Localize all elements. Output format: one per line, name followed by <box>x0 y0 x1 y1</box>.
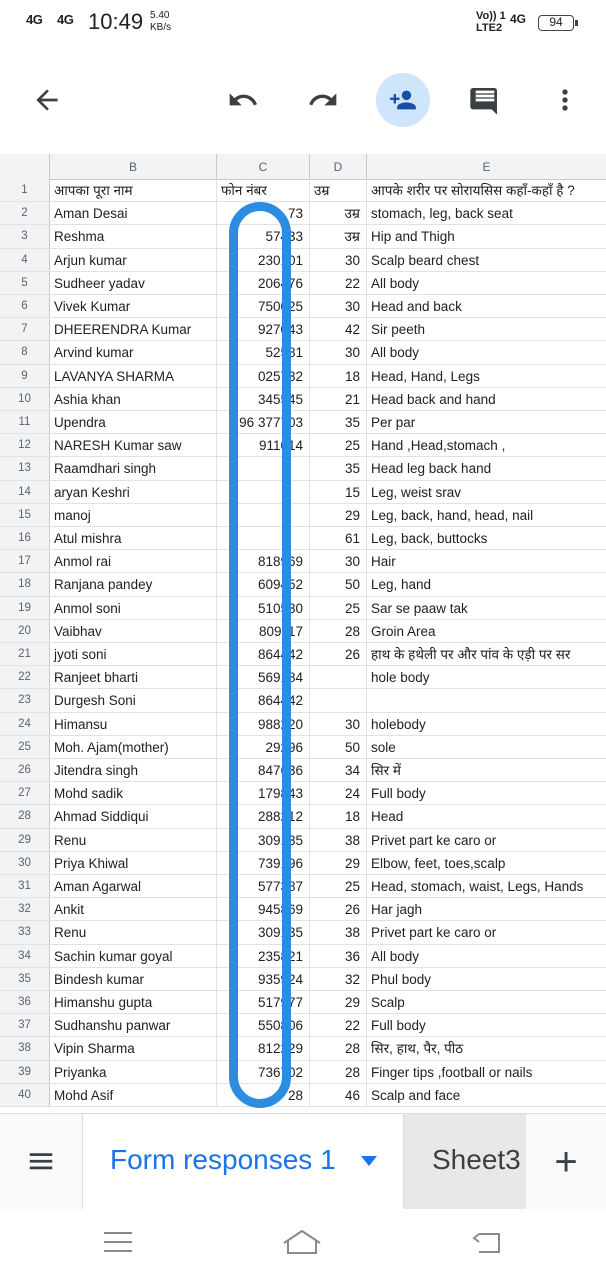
cell-age[interactable]: उम्र <box>310 202 367 224</box>
cell-name[interactable]: Mohd sadik <box>50 782 217 804</box>
table-row <box>0 1084 606 1107</box>
comments-button[interactable] <box>458 73 512 127</box>
row-number[interactable]: 15 <box>0 504 50 526</box>
cell-age[interactable]: 38 <box>310 921 367 943</box>
cell-phone[interactable]: 52581 <box>217 341 310 363</box>
row-number[interactable]: 5 <box>0 272 50 294</box>
cell-affected-area[interactable]: Sar se paaw tak <box>371 600 468 616</box>
cell-affected-area[interactable]: hole body <box>371 670 430 686</box>
undo-icon <box>227 84 259 116</box>
cell-name[interactable]: Priya Khiwal <box>50 852 217 874</box>
more-vert-icon <box>549 84 581 116</box>
table-row <box>0 991 606 1014</box>
row-number[interactable]: 37 <box>0 1014 50 1036</box>
row-number[interactable]: 10 <box>0 388 50 410</box>
row-number[interactable]: 32 <box>0 898 50 920</box>
table-row <box>0 388 606 411</box>
cell-affected-area[interactable]: Hand ,Head,stomach , <box>371 438 506 454</box>
cell-phone[interactable]: 510530 <box>217 597 310 619</box>
table-row <box>0 550 606 573</box>
undo-button[interactable] <box>216 73 270 127</box>
cell-name[interactable]: Moh. Ajam(mother) <box>50 736 217 758</box>
cell-name[interactable]: Upendra <box>50 411 217 433</box>
cell-age[interactable]: उम्र <box>310 179 367 201</box>
table-row <box>0 179 606 202</box>
row-number[interactable]: 20 <box>0 620 50 642</box>
table-row <box>0 249 606 272</box>
speed-value: 5.40 <box>150 10 170 21</box>
table-row <box>0 968 606 991</box>
cell-age[interactable]: 26 <box>310 643 367 665</box>
more-options-button[interactable] <box>538 73 592 127</box>
cell-affected-area[interactable]: हाथ के हथेली पर और पांव के एड़ी पर सर <box>371 647 571 662</box>
table-row <box>0 481 606 504</box>
cell-name[interactable]: Sachin kumar goyal <box>50 945 217 967</box>
cell-affected-area[interactable] <box>367 689 606 711</box>
cell-phone[interactable]: 927043 <box>217 318 310 340</box>
lte-label: LTE2 <box>476 22 503 34</box>
row-number[interactable]: 25 <box>0 736 50 758</box>
cell-name[interactable]: Aman Agarwal <box>50 875 217 897</box>
cell-phone[interactable]: 29296 <box>217 736 310 758</box>
row-number[interactable]: 31 <box>0 875 50 897</box>
back-button[interactable] <box>20 73 74 127</box>
row-number[interactable]: 21 <box>0 643 50 665</box>
row-number[interactable]: 6 <box>0 295 50 317</box>
cell-name[interactable]: Anmol soni <box>50 597 217 619</box>
cell-name[interactable]: Bindesh kumar <box>50 968 217 990</box>
cell-phone[interactable]: 945869 <box>217 898 310 920</box>
cell-affected-area[interactable]: सिर में <box>371 763 401 778</box>
cell-affected-area[interactable]: All body <box>371 345 420 361</box>
row-number[interactable]: 7 <box>0 318 50 340</box>
row-number[interactable]: 30 <box>0 852 50 874</box>
cell-name[interactable]: Vipin Sharma <box>50 1037 217 1059</box>
recent-apps-icon <box>103 1231 133 1253</box>
cell-name[interactable]: Renu <box>50 921 217 943</box>
row-number[interactable]: 23 <box>0 689 50 711</box>
cell-affected-area[interactable]: Sir peeth <box>371 322 426 338</box>
cell-affected-area[interactable]: Per par <box>371 415 416 430</box>
row-number[interactable]: 24 <box>0 713 50 735</box>
cell-age[interactable]: 50 <box>310 736 367 758</box>
table-row <box>0 829 606 852</box>
cell-affected-area[interactable]: Leg, back, buttocks <box>371 531 488 546</box>
cell-affected-area[interactable]: Privet part ke caro or <box>371 832 497 848</box>
cell-phone[interactable] <box>217 481 310 503</box>
sheet-tabs-bar <box>0 1113 606 1210</box>
cell-affected-area[interactable]: आपके शरीर पर सोरायसिस कहाँ-कहाँ है ? <box>371 183 575 198</box>
table-row <box>0 736 606 759</box>
table-row <box>0 202 606 225</box>
cell-name[interactable]: Ankit <box>50 898 217 920</box>
row-number[interactable]: 2 <box>0 202 50 224</box>
cell-affected-area[interactable]: Phul body <box>371 971 432 987</box>
cell-age[interactable]: 25 <box>310 875 367 897</box>
table-row <box>0 898 606 921</box>
table-row <box>0 689 606 712</box>
cell-name[interactable]: Ranjeet bharti <box>50 666 217 688</box>
cell-affected-area[interactable]: Head, Hand, Legs <box>371 368 480 384</box>
status-bar <box>0 0 606 48</box>
table-row <box>0 1014 606 1037</box>
cell-affected-area[interactable]: Scalp <box>371 995 405 1010</box>
cell-affected-area[interactable]: Leg, hand <box>371 577 432 593</box>
cell-phone[interactable]: 179843 <box>217 782 310 804</box>
caret-down-icon[interactable] <box>361 1156 377 1166</box>
cell-name[interactable]: Arvind kumar <box>50 341 217 363</box>
cell-name[interactable]: Priyanka <box>50 1061 217 1083</box>
cell-name[interactable]: manoj <box>50 504 217 526</box>
cell-age[interactable]: 26 <box>310 898 367 920</box>
all-sheets-button[interactable] <box>0 1114 82 1210</box>
cell-phone[interactable]: 309135 <box>217 921 310 943</box>
cell-phone[interactable]: 288212 <box>217 805 310 827</box>
cell-age[interactable]: 61 <box>310 527 367 549</box>
cell-phone[interactable]: 847636 <box>217 759 310 781</box>
column-header-c[interactable]: C <box>217 154 310 179</box>
cell-age[interactable]: 28 <box>310 1061 367 1083</box>
cell-affected-area[interactable]: सिर, हाथ, पैर, पीठ <box>371 1041 464 1057</box>
cell-name[interactable]: Durgesh Soni <box>50 689 217 711</box>
cell-age[interactable]: 15 <box>310 481 367 503</box>
nav-menu-button[interactable] <box>98 1227 138 1257</box>
cell-phone[interactable]: 28 <box>217 1084 310 1106</box>
cell-age[interactable] <box>310 689 367 711</box>
cell-age[interactable]: 36 <box>310 945 367 967</box>
cell-phone[interactable]: 609452 <box>217 573 310 595</box>
cell-name[interactable]: Aman Desai <box>50 202 217 224</box>
cell-name[interactable]: Vaibhav <box>50 620 217 642</box>
cell-age[interactable]: 46 <box>310 1084 367 1106</box>
cell-name[interactable]: Reshma <box>50 225 217 247</box>
row-number[interactable]: 22 <box>0 666 50 688</box>
cell-age[interactable]: 42 <box>310 318 367 340</box>
cell-name[interactable]: aryan Keshri <box>50 481 217 503</box>
cell-age[interactable]: 30 <box>310 341 367 363</box>
cell-name[interactable]: Atul mishra <box>50 527 217 549</box>
row-number[interactable]: 11 <box>0 411 50 433</box>
cell-phone[interactable]: 235821 <box>217 945 310 967</box>
row-number[interactable]: 35 <box>0 968 50 990</box>
cell-phone[interactable] <box>217 504 310 526</box>
home-icon <box>282 1229 322 1255</box>
cell-phone[interactable]: 736702 <box>217 1061 310 1083</box>
cell-age[interactable]: 32 <box>310 968 367 990</box>
table-row <box>0 666 606 689</box>
cell-name[interactable]: LAVANYA SHARMA <box>50 365 217 387</box>
row-number[interactable]: 26 <box>0 759 50 781</box>
row-number[interactable]: 17 <box>0 550 50 572</box>
cell-affected-area[interactable]: Head <box>371 809 404 825</box>
redo-icon <box>307 84 339 116</box>
cell-name[interactable]: jyoti soni <box>50 643 217 665</box>
cell-affected-area[interactable]: sole <box>371 739 396 755</box>
cell-age[interactable]: 28 <box>310 620 367 642</box>
cell-affected-area[interactable]: Groin Area <box>371 623 436 639</box>
table-row <box>0 272 606 295</box>
cell-age[interactable]: 35 <box>310 411 367 433</box>
table-row <box>0 225 606 248</box>
cell-phone[interactable]: 309135 <box>217 829 310 851</box>
row-number[interactable]: 39 <box>0 1061 50 1083</box>
table-row <box>0 921 606 944</box>
cell-name[interactable]: NARESH Kumar saw <box>50 434 217 456</box>
cell-phone[interactable] <box>217 457 310 479</box>
cell-age[interactable]: 21 <box>310 388 367 410</box>
cell-affected-area[interactable]: Head and back <box>371 299 462 314</box>
cell-phone[interactable]: 230101 <box>217 249 310 271</box>
table-row <box>0 620 606 643</box>
column-header-d[interactable]: D <box>310 154 367 179</box>
cell-phone[interactable]: 988220 <box>217 713 310 735</box>
cell-phone[interactable]: 569184 <box>217 666 310 688</box>
cell-phone[interactable]: 025732 <box>217 365 310 387</box>
cell-phone[interactable]: 206476 <box>217 272 310 294</box>
cell-phone[interactable]: 517977 <box>217 991 310 1013</box>
row-number[interactable]: 9 <box>0 365 50 387</box>
cell-age[interactable]: 29 <box>310 852 367 874</box>
add-sheet-button[interactable]: + <box>554 1139 578 1184</box>
cell-age[interactable]: 30 <box>310 550 367 572</box>
cell-phone[interactable]: 864442 <box>217 643 310 665</box>
cell-name[interactable]: Ranjana pandey <box>50 573 217 595</box>
cell-name[interactable]: आपका पूरा नाम <box>50 179 217 201</box>
cell-name[interactable]: Vivek Kumar <box>50 295 217 317</box>
system-nav-bar <box>0 1209 606 1280</box>
select-all-corner[interactable] <box>0 154 50 179</box>
cell-affected-area[interactable]: Full body <box>371 1018 426 1034</box>
cell-affected-area[interactable]: Leg, weist srav <box>371 484 462 500</box>
table-row <box>0 782 606 805</box>
table-row <box>0 852 606 875</box>
cell-name[interactable]: Himanshu gupta <box>50 991 217 1013</box>
cell-phone[interactable]: फोन नंबर <box>217 179 310 201</box>
signal-1: 4G <box>26 12 43 27</box>
table-row <box>0 411 606 434</box>
cell-affected-area[interactable]: Head leg back hand <box>371 461 492 477</box>
cell-name[interactable]: Jitendra singh <box>50 759 217 781</box>
cell-age[interactable]: 30 <box>310 295 367 317</box>
cell-name[interactable]: Arjun kumar <box>50 249 217 271</box>
person-add-icon <box>389 86 417 114</box>
row-number[interactable]: 28 <box>0 805 50 827</box>
cell-affected-area[interactable]: Finger tips ,football or nails <box>371 1064 533 1080</box>
cell-phone[interactable]: 550806 <box>217 1014 310 1036</box>
table-row <box>0 759 606 782</box>
cell-name[interactable]: Ashia khan <box>50 388 217 410</box>
row-number[interactable]: 18 <box>0 573 50 595</box>
cell-age[interactable]: 18 <box>310 365 367 387</box>
cell-affected-area[interactable]: Head back and hand <box>371 391 496 407</box>
table-row <box>0 573 606 596</box>
cell-age[interactable]: 24 <box>310 782 367 804</box>
cell-age[interactable]: 29 <box>310 991 367 1013</box>
cell-affected-area[interactable]: Scalp and face <box>371 1087 461 1103</box>
cell-affected-area[interactable]: Head, stomach, waist, Legs, Hands <box>371 879 584 894</box>
clock: 10:49 <box>88 9 144 34</box>
row-number[interactable]: 8 <box>0 341 50 363</box>
tab-form-responses-1[interactable] <box>82 1114 404 1210</box>
column-header-b[interactable]: B <box>50 154 217 179</box>
table-row <box>0 945 606 968</box>
cell-age[interactable]: 30 <box>310 713 367 735</box>
cell-phone[interactable]: 96 377703 <box>217 411 310 433</box>
cell-phone[interactable]: 809117 <box>217 620 310 642</box>
table-row <box>0 713 606 736</box>
nav-back-button[interactable] <box>466 1227 506 1257</box>
cell-affected-area[interactable]: Hip and Thigh <box>371 229 455 245</box>
net-4g-label: 4G <box>510 12 527 26</box>
redo-button[interactable] <box>296 73 350 127</box>
table-row <box>0 875 606 898</box>
table-row <box>0 365 606 388</box>
cell-phone[interactable]: 57433 <box>217 225 310 247</box>
cell-phone[interactable]: 818969 <box>217 550 310 572</box>
cell-affected-area[interactable]: Leg, back, hand, head, nail <box>371 507 534 523</box>
comment-icon <box>469 84 501 116</box>
cell-age[interactable]: 35 <box>310 457 367 479</box>
cell-affected-area[interactable]: stomach, leg, back seat <box>371 206 513 222</box>
cell-age[interactable] <box>310 666 367 688</box>
row-number[interactable]: 1 <box>0 179 50 201</box>
row-number[interactable]: 14 <box>0 481 50 503</box>
cell-age[interactable]: 38 <box>310 829 367 851</box>
cell-phone[interactable]: 577387 <box>217 875 310 897</box>
table-row <box>0 341 606 364</box>
cell-name[interactable]: Raamdhari singh <box>50 457 217 479</box>
row-number[interactable]: 27 <box>0 782 50 804</box>
cell-phone[interactable] <box>217 527 310 549</box>
cell-affected-area[interactable]: Elbow, feet, toes,scalp <box>371 855 506 871</box>
cell-name[interactable]: Mohd Asif <box>50 1084 217 1106</box>
cell-name[interactable]: Renu <box>50 829 217 851</box>
cell-age[interactable]: 18 <box>310 805 367 827</box>
row-number[interactable]: 12 <box>0 434 50 456</box>
table-row <box>0 805 606 828</box>
cell-age[interactable]: 22 <box>310 272 367 294</box>
cell-phone[interactable]: 864442 <box>217 689 310 711</box>
battery-icon: 94 <box>538 15 574 31</box>
cell-affected-area[interactable]: All body <box>371 948 420 964</box>
signal-2: 4G <box>57 12 74 27</box>
cell-phone[interactable]: 911014 <box>217 434 310 456</box>
cell-age[interactable]: 25 <box>310 597 367 619</box>
cell-age[interactable]: 25 <box>310 434 367 456</box>
row-number[interactable]: 40 <box>0 1084 50 1106</box>
cell-name[interactable]: Sudheer yadav <box>50 272 217 294</box>
tab-sheet3-label: Sheet3 <box>432 1144 521 1175</box>
cell-name[interactable]: Sudhanshu panwar <box>50 1014 217 1036</box>
table-row <box>0 457 606 480</box>
network-speed <box>150 10 171 34</box>
table-row <box>0 434 606 457</box>
table-row <box>0 527 606 550</box>
table-row <box>0 504 606 527</box>
cell-phone[interactable]: 935924 <box>217 968 310 990</box>
column-header-row <box>0 154 606 180</box>
cell-age[interactable]: 29 <box>310 504 367 526</box>
row-number[interactable]: 16 <box>0 527 50 549</box>
cell-affected-area[interactable]: holebody <box>371 716 426 732</box>
row-number[interactable]: 29 <box>0 829 50 851</box>
cell-affected-area[interactable]: Hair <box>371 554 396 570</box>
cell-phone[interactable]: 750025 <box>217 295 310 317</box>
cell-phone[interactable]: 812229 <box>217 1037 310 1059</box>
speed-unit: KB/s <box>150 22 172 33</box>
column-header-e[interactable]: E <box>482 160 491 174</box>
table-row <box>0 1061 606 1084</box>
tab-form-responses-1-label: Form responses 1 <box>110 1144 336 1175</box>
cell-age[interactable]: 34 <box>310 759 367 781</box>
row-number[interactable]: 4 <box>0 249 50 271</box>
menu-icon <box>26 1147 56 1177</box>
cell-name[interactable]: DHEERENDRA Kumar <box>50 318 217 340</box>
cell-name[interactable]: Himansu <box>50 713 217 735</box>
cell-age[interactable]: 28 <box>310 1037 367 1059</box>
cell-affected-area[interactable]: Privet part ke caro or <box>371 925 497 941</box>
row-number[interactable]: 34 <box>0 945 50 967</box>
cell-age[interactable]: 30 <box>310 249 367 271</box>
nav-home-button[interactable] <box>282 1227 322 1257</box>
cell-phone[interactable]: 73 <box>217 202 310 224</box>
cell-name[interactable]: Ahmad Siddiqui <box>50 805 217 827</box>
row-number[interactable]: 19 <box>0 597 50 619</box>
cell-affected-area[interactable]: Full body <box>371 786 426 802</box>
cell-age[interactable]: 22 <box>310 1014 367 1036</box>
row-number[interactable]: 36 <box>0 991 50 1013</box>
share-button[interactable] <box>376 73 430 127</box>
row-number[interactable]: 33 <box>0 921 50 943</box>
cell-age[interactable]: 50 <box>310 573 367 595</box>
cell-name[interactable]: Anmol rai <box>50 550 217 572</box>
volte-label: Vo)) 1 <box>476 10 506 22</box>
sheets-toolbar <box>0 48 606 154</box>
arrow-back-icon <box>31 84 63 116</box>
cell-age[interactable]: उम्र <box>310 225 367 247</box>
network-type <box>476 10 506 34</box>
cell-affected-area[interactable]: Scalp beard chest <box>371 252 480 268</box>
cell-phone[interactable]: 739196 <box>217 852 310 874</box>
cell-affected-area[interactable]: All body <box>371 275 420 291</box>
tab-sheet3[interactable] <box>404 1114 526 1210</box>
table-row <box>0 295 606 318</box>
table-row <box>0 643 606 666</box>
row-number[interactable]: 3 <box>0 225 50 247</box>
cell-affected-area[interactable]: Har jagh <box>371 902 423 918</box>
table-row <box>0 597 606 620</box>
row-number[interactable]: 13 <box>0 457 50 479</box>
table-row <box>0 318 606 341</box>
table-row <box>0 1037 606 1060</box>
back-nav-icon <box>471 1230 501 1254</box>
cell-phone[interactable]: 345545 <box>217 388 310 410</box>
row-number[interactable]: 38 <box>0 1037 50 1059</box>
spreadsheet-grid[interactable] <box>0 154 606 1112</box>
